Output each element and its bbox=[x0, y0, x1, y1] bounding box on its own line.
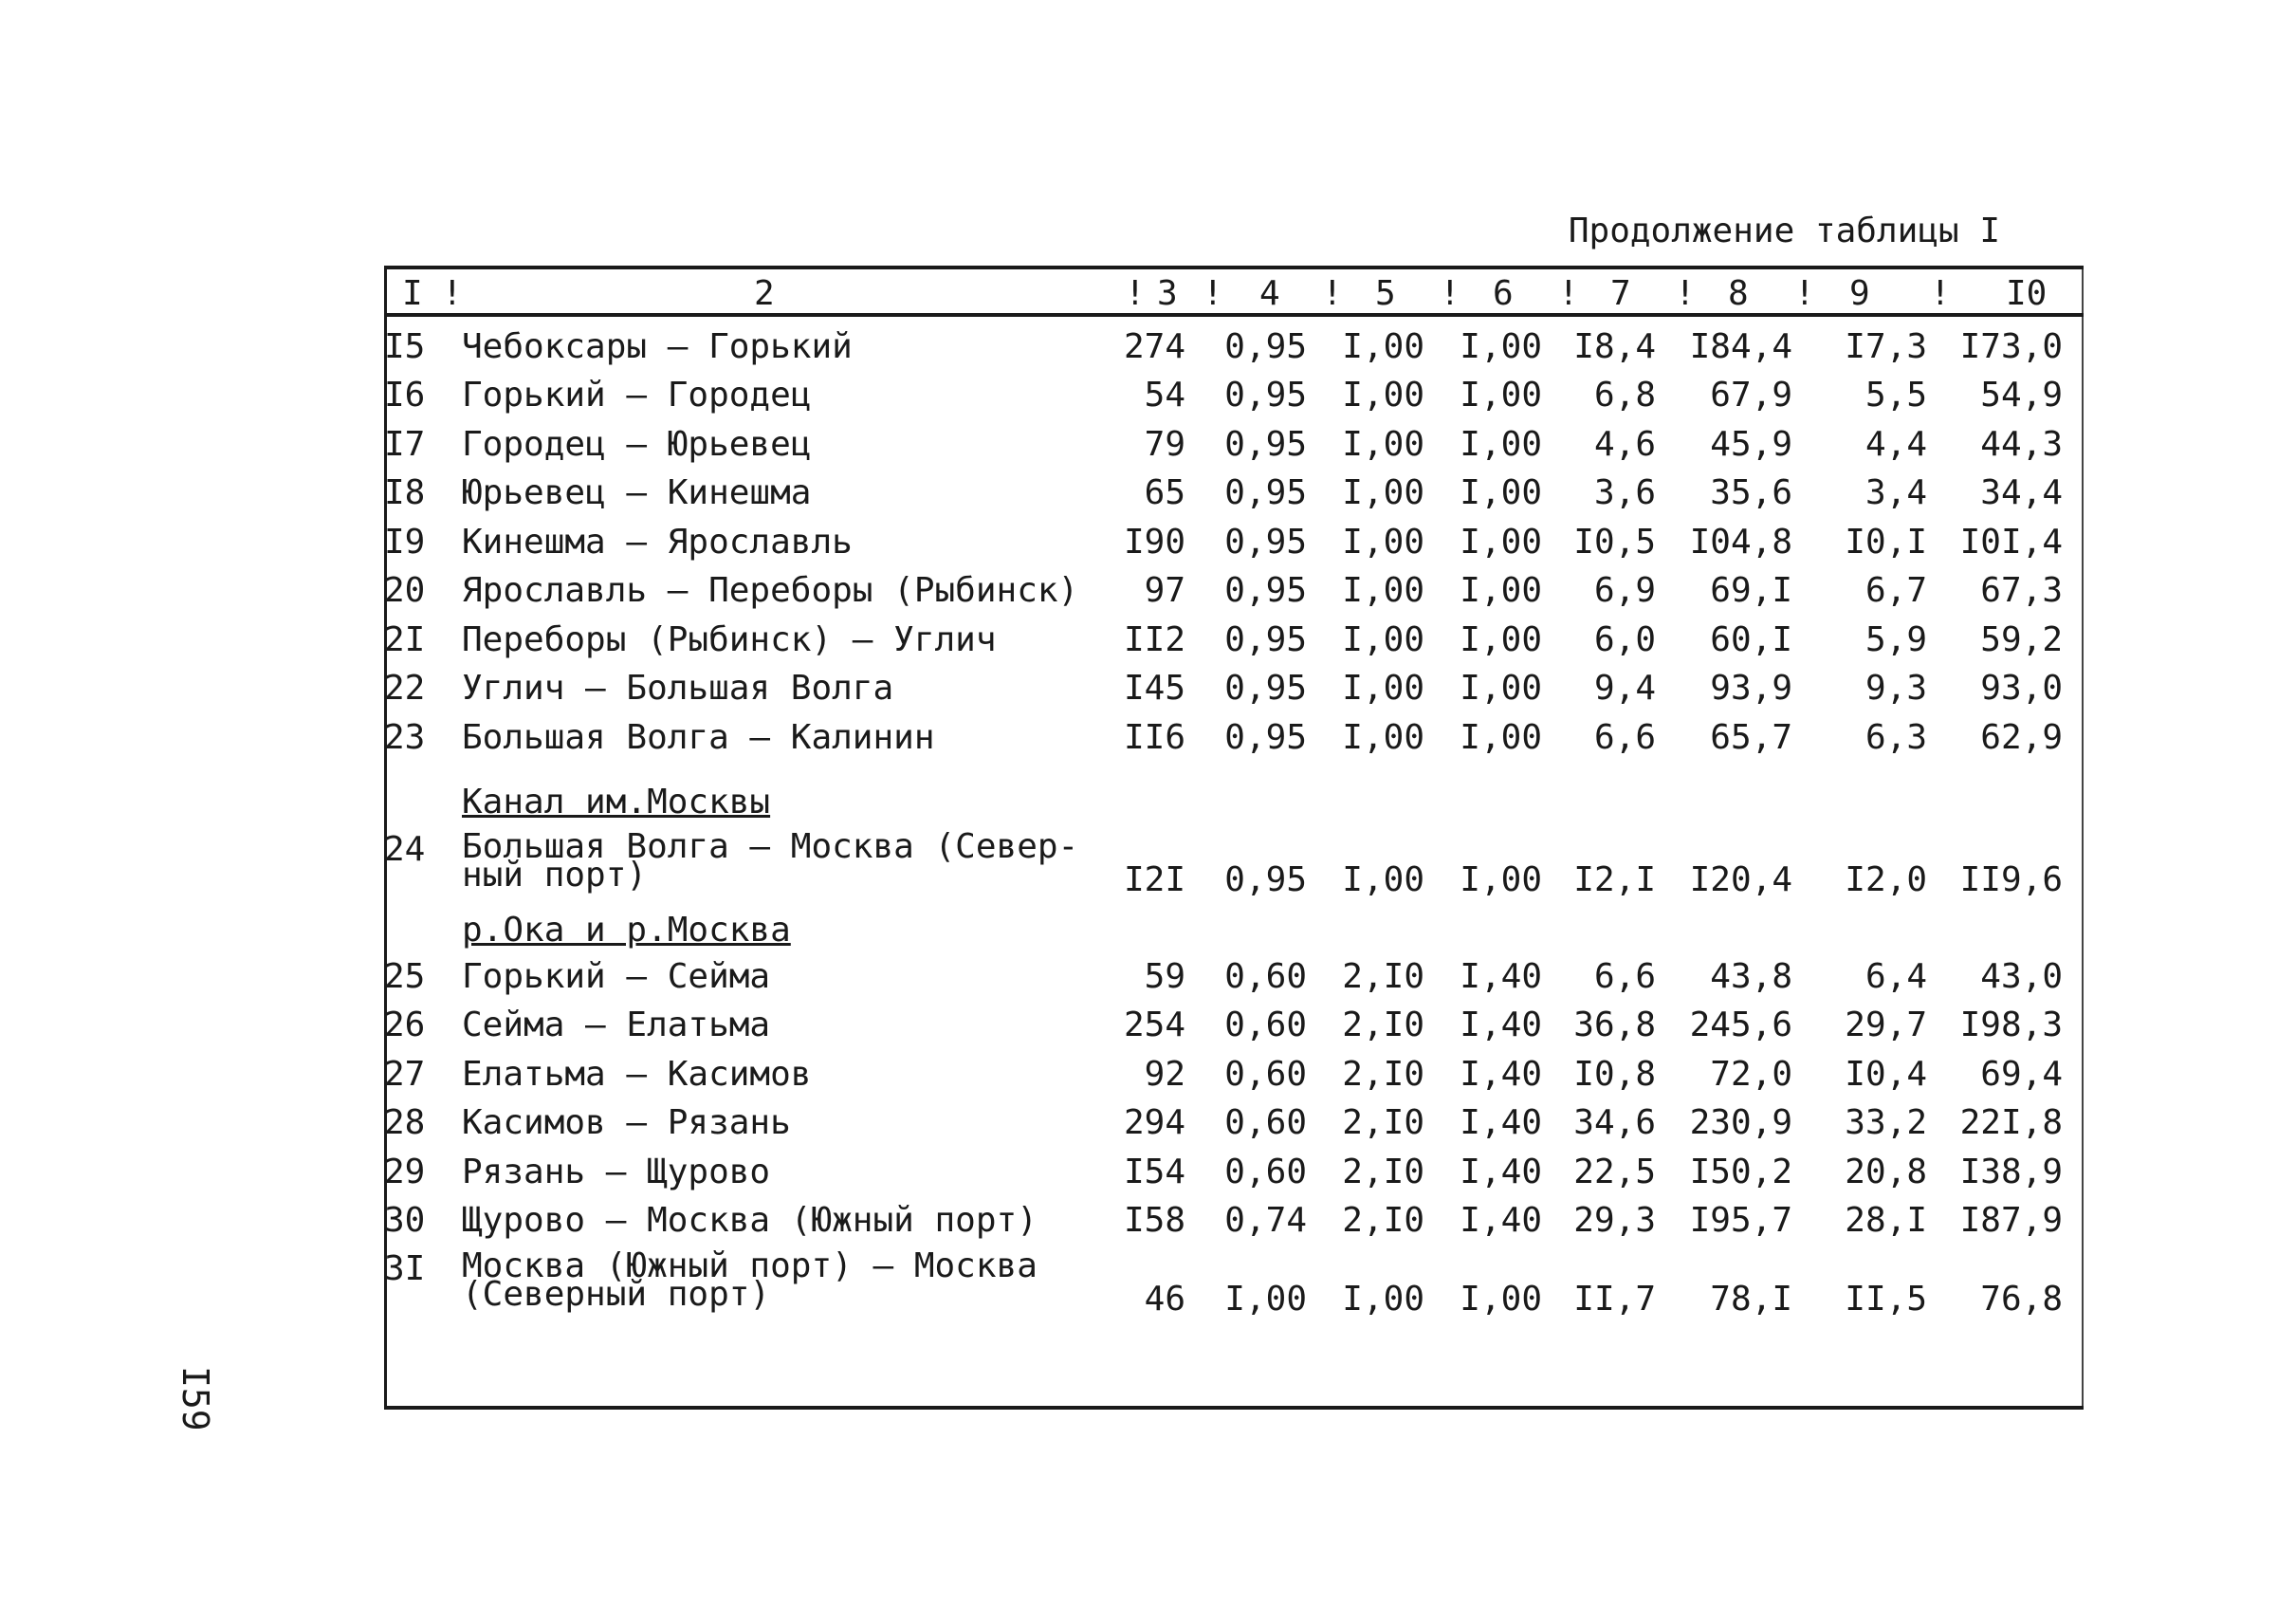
cell-col4: 0,95 bbox=[1224, 571, 1307, 610]
cell-col8: 65,7 bbox=[1710, 718, 1792, 757]
cell-col3: 274 bbox=[1123, 327, 1185, 366]
cell-col7: I0,8 bbox=[1573, 1055, 1656, 1094]
header-rule bbox=[384, 313, 2084, 317]
route-name: Щурово – Москва (Южный порт) bbox=[462, 1201, 1038, 1240]
row-number: 25 bbox=[384, 957, 426, 996]
cell-col5: I,00 bbox=[1342, 620, 1424, 659]
cell-col7: I2,I bbox=[1573, 860, 1656, 899]
cell-col3: I54 bbox=[1123, 1153, 1185, 1191]
cell-col10: 93,0 bbox=[1980, 669, 2063, 708]
cell-col9: 20,8 bbox=[1845, 1153, 1927, 1191]
cell-col7: II,7 bbox=[1573, 1280, 1656, 1319]
cell-col6: I,00 bbox=[1460, 669, 1542, 708]
cell-col7: 36,8 bbox=[1573, 1006, 1656, 1044]
cell-col5: 2,I0 bbox=[1342, 1055, 1424, 1094]
cell-col7: 6,6 bbox=[1593, 957, 1656, 996]
cell-col7: 6,6 bbox=[1593, 718, 1656, 757]
column-header-8: 8 bbox=[1728, 274, 1749, 313]
cell-col7: I0,5 bbox=[1573, 523, 1656, 562]
cell-col9: I0,I bbox=[1845, 523, 1927, 562]
header-separator: ! bbox=[1930, 274, 1951, 313]
cell-col5: I,00 bbox=[1342, 523, 1424, 562]
route-name: Ярославль – Переборы (Рыбинск) bbox=[462, 571, 1079, 610]
cell-col9: II,5 bbox=[1845, 1280, 1927, 1319]
cell-col7: 6,0 bbox=[1593, 620, 1656, 659]
route-name: Кинешма – Ярославль bbox=[462, 523, 853, 562]
cell-col6: I,40 bbox=[1460, 1153, 1542, 1191]
cell-col8: 43,8 bbox=[1710, 957, 1792, 996]
column-header-6: 6 bbox=[1493, 274, 1514, 313]
row-number: I6 bbox=[384, 376, 426, 415]
row-number: I8 bbox=[384, 473, 426, 512]
cell-col6: I,00 bbox=[1460, 571, 1542, 610]
cell-col7: 3,6 bbox=[1593, 473, 1656, 512]
top-rule bbox=[384, 266, 2084, 269]
cell-col3: I2I bbox=[1123, 860, 1185, 899]
cell-col9: 29,7 bbox=[1845, 1006, 1927, 1044]
cell-col9: I7,3 bbox=[1845, 327, 1927, 366]
cell-col8: 78,I bbox=[1710, 1280, 1792, 1319]
cell-col9: 28,I bbox=[1845, 1201, 1927, 1240]
cell-col6: I,40 bbox=[1460, 1103, 1542, 1142]
column-header-1: I bbox=[402, 274, 423, 313]
cell-col4: 0,60 bbox=[1224, 1006, 1307, 1044]
route-name: Большая Волга – Калинин bbox=[462, 718, 935, 757]
row-number: 30 bbox=[384, 1201, 426, 1240]
row-number: I5 bbox=[384, 327, 426, 366]
row-number: 26 bbox=[384, 1006, 426, 1044]
cell-col7: 6,9 bbox=[1593, 571, 1656, 610]
cell-col6: I,00 bbox=[1460, 1280, 1542, 1319]
cell-col4: 0,95 bbox=[1224, 669, 1307, 708]
cell-col3: I90 bbox=[1123, 523, 1185, 562]
cell-col7: 29,3 bbox=[1573, 1201, 1656, 1240]
route-name: Касимов – Рязань bbox=[462, 1103, 791, 1142]
cell-col6: I,00 bbox=[1460, 376, 1542, 415]
cell-col9: 9,3 bbox=[1864, 669, 1927, 708]
cell-col3: 97 bbox=[1144, 571, 1185, 610]
section-heading-oka: р.Ока и р.Москва bbox=[462, 911, 791, 950]
row-number: 23 bbox=[384, 718, 426, 757]
cell-col8: 60,I bbox=[1710, 620, 1792, 659]
cell-col7: 6,8 bbox=[1593, 376, 1656, 415]
cell-col10: I87,9 bbox=[1959, 1201, 2063, 1240]
table-caption: Продолжение таблицы I bbox=[1568, 212, 2000, 250]
cell-col5: I,00 bbox=[1342, 571, 1424, 610]
cell-col3: II6 bbox=[1123, 718, 1185, 757]
cell-col9: 4,4 bbox=[1864, 425, 1927, 464]
row-number: I7 bbox=[384, 425, 426, 464]
cell-col5: 2,I0 bbox=[1342, 957, 1424, 996]
cell-col8: 35,6 bbox=[1710, 473, 1792, 512]
row-number: 2I bbox=[384, 620, 426, 659]
cell-col10: I98,3 bbox=[1959, 1006, 2063, 1044]
cell-col3: 92 bbox=[1144, 1055, 1185, 1094]
cell-col8: 245,6 bbox=[1689, 1006, 1792, 1044]
cell-col9: I2,0 bbox=[1845, 860, 1927, 899]
section-heading-canal: Канал им.Москвы bbox=[462, 783, 771, 821]
cell-col10: 43,0 bbox=[1980, 957, 2063, 996]
cell-col10: 54,9 bbox=[1980, 376, 2063, 415]
cell-col6: I,00 bbox=[1460, 718, 1542, 757]
cell-col6: I,00 bbox=[1460, 327, 1542, 366]
cell-col9: 5,9 bbox=[1864, 620, 1927, 659]
header-separator: ! bbox=[1675, 274, 1696, 313]
column-header-4: 4 bbox=[1259, 274, 1280, 313]
row-number: 24 bbox=[384, 830, 426, 869]
cell-col9: 6,7 bbox=[1864, 571, 1927, 610]
cell-col4: 0,60 bbox=[1224, 1055, 1307, 1094]
cell-col4: 0,60 bbox=[1224, 1103, 1307, 1142]
route-line-1: Москва (Южный порт) – Москва bbox=[462, 1246, 1038, 1285]
cell-col3: 79 bbox=[1144, 425, 1185, 464]
header-separator: ! bbox=[442, 274, 463, 313]
cell-col8: 93,9 bbox=[1710, 669, 1792, 708]
header-separator: ! bbox=[1125, 274, 1146, 313]
cell-col5: I,00 bbox=[1342, 425, 1424, 464]
cell-col5: I,00 bbox=[1342, 473, 1424, 512]
route-name: Сейма – Елатьма bbox=[462, 1006, 771, 1044]
cell-col9: I0,4 bbox=[1845, 1055, 1927, 1094]
cell-col3: II2 bbox=[1123, 620, 1185, 659]
cell-col10: 76,8 bbox=[1980, 1280, 2063, 1319]
cell-col9: 6,4 bbox=[1864, 957, 1927, 996]
cell-col5: I,00 bbox=[1342, 376, 1424, 415]
cell-col5: 2,I0 bbox=[1342, 1006, 1424, 1044]
route-line-2: ный порт) bbox=[462, 856, 648, 895]
cell-col7: 34,6 bbox=[1573, 1103, 1656, 1142]
route-line-2: (Северный порт) bbox=[462, 1275, 771, 1314]
cell-col8: I04,8 bbox=[1689, 523, 1792, 562]
cell-col10: 22I,8 bbox=[1959, 1103, 2063, 1142]
cell-col10: 44,3 bbox=[1980, 425, 2063, 464]
cell-col10: 67,3 bbox=[1980, 571, 2063, 610]
cell-col6: I,00 bbox=[1460, 425, 1542, 464]
row-number: 27 bbox=[384, 1055, 426, 1094]
header-separator: ! bbox=[1794, 274, 1815, 313]
cell-col7: 9,4 bbox=[1593, 669, 1656, 708]
cell-col4: 0,95 bbox=[1224, 327, 1307, 366]
cell-col4: 0,60 bbox=[1224, 1153, 1307, 1191]
cell-col9: 5,5 bbox=[1864, 376, 1927, 415]
cell-col6: I,00 bbox=[1460, 620, 1542, 659]
cell-col7: I8,4 bbox=[1573, 327, 1656, 366]
cell-col10: I73,0 bbox=[1959, 327, 2063, 366]
cell-col4: 0,95 bbox=[1224, 620, 1307, 659]
cell-col4: 0,95 bbox=[1224, 860, 1307, 899]
bottom-rule bbox=[384, 1406, 2084, 1410]
cell-col9: 6,3 bbox=[1864, 718, 1927, 757]
cell-col4: 0,74 bbox=[1224, 1201, 1307, 1240]
row-number: 28 bbox=[384, 1103, 426, 1142]
cell-col10: 62,9 bbox=[1980, 718, 2063, 757]
route-name: Горький – Сейма bbox=[462, 957, 771, 996]
route-name bbox=[462, 827, 1079, 895]
cell-col3: I45 bbox=[1123, 669, 1185, 708]
cell-col3: 254 bbox=[1123, 1006, 1185, 1044]
cell-col6: I,40 bbox=[1460, 1055, 1542, 1094]
column-header-10: I0 bbox=[2006, 274, 2048, 313]
cell-col10: I38,9 bbox=[1959, 1153, 2063, 1191]
cell-col6: I,40 bbox=[1460, 957, 1542, 996]
header-separator: ! bbox=[1203, 274, 1223, 313]
cell-col8: 45,9 bbox=[1710, 425, 1792, 464]
cell-col4: 0,95 bbox=[1224, 523, 1307, 562]
cell-col5: I,00 bbox=[1342, 327, 1424, 366]
cell-col7: 22,5 bbox=[1573, 1153, 1656, 1191]
route-name: Юрьевец – Кинешма bbox=[462, 473, 812, 512]
cell-col8: I20,4 bbox=[1689, 860, 1792, 899]
cell-col5: 2,I0 bbox=[1342, 1103, 1424, 1142]
cell-col9: 33,2 bbox=[1845, 1103, 1927, 1142]
route-name: Чебоксары – Горький bbox=[462, 327, 853, 366]
row-number: 29 bbox=[384, 1153, 426, 1191]
header-separator: ! bbox=[1440, 274, 1460, 313]
cell-col8: I95,7 bbox=[1689, 1201, 1792, 1240]
cell-col10: 69,4 bbox=[1980, 1055, 2063, 1094]
row-number: 22 bbox=[384, 669, 426, 708]
header-separator: ! bbox=[1322, 274, 1343, 313]
cell-col5: 2,I0 bbox=[1342, 1153, 1424, 1191]
cell-col6: I,40 bbox=[1460, 1201, 1542, 1240]
cell-col5: I,00 bbox=[1342, 669, 1424, 708]
cell-col8: 72,0 bbox=[1710, 1055, 1792, 1094]
cell-col8: 230,9 bbox=[1689, 1103, 1792, 1142]
cell-col3: 54 bbox=[1144, 376, 1185, 415]
row-number: 20 bbox=[384, 571, 426, 610]
cell-col4: 0,95 bbox=[1224, 425, 1307, 464]
header-separator: ! bbox=[1558, 274, 1579, 313]
cell-col6: I,00 bbox=[1460, 473, 1542, 512]
column-header-3: 3 bbox=[1157, 274, 1178, 313]
route-name: Рязань – Щурово bbox=[462, 1153, 771, 1191]
cell-col4: 0,95 bbox=[1224, 473, 1307, 512]
cell-col10: 34,4 bbox=[1980, 473, 2063, 512]
cell-col9: 3,4 bbox=[1864, 473, 1927, 512]
route-name: Переборы (Рыбинск) – Углич bbox=[462, 620, 997, 659]
cell-col4: 0,95 bbox=[1224, 718, 1307, 757]
route-name bbox=[462, 1246, 1038, 1314]
cell-col8: I84,4 bbox=[1689, 327, 1792, 366]
cell-col8: 69,I bbox=[1710, 571, 1792, 610]
cell-col5: I,00 bbox=[1342, 860, 1424, 899]
cell-col3: 46 bbox=[1144, 1280, 1185, 1319]
page-number: I59 bbox=[174, 1366, 216, 1431]
cell-col4: I,00 bbox=[1224, 1280, 1307, 1319]
column-header-2: 2 bbox=[754, 274, 775, 313]
cell-col10: I0I,4 bbox=[1959, 523, 2063, 562]
row-number: 3I bbox=[384, 1249, 426, 1288]
cell-col3: 59 bbox=[1144, 957, 1185, 996]
cell-col4: 0,95 bbox=[1224, 376, 1307, 415]
cell-col3: 294 bbox=[1123, 1103, 1185, 1142]
cell-col3: 65 bbox=[1144, 473, 1185, 512]
cell-col6: I,00 bbox=[1460, 523, 1542, 562]
cell-col5: I,00 bbox=[1342, 1280, 1424, 1319]
column-header-9: 9 bbox=[1849, 274, 1870, 313]
route-line-1: Большая Волга – Москва (Север- bbox=[462, 827, 1079, 866]
cell-col8: I50,2 bbox=[1689, 1153, 1792, 1191]
cell-col5: 2,I0 bbox=[1342, 1201, 1424, 1240]
cell-col6: I,40 bbox=[1460, 1006, 1542, 1044]
cell-col10: II9,6 bbox=[1959, 860, 2063, 899]
cell-col6: I,00 bbox=[1460, 860, 1542, 899]
cell-col7: 4,6 bbox=[1593, 425, 1656, 464]
column-header-7: 7 bbox=[1610, 274, 1631, 313]
cell-col8: 67,9 bbox=[1710, 376, 1792, 415]
route-name: Углич – Большая Волга bbox=[462, 669, 894, 708]
route-name: Горький – Городец bbox=[462, 376, 812, 415]
cell-col4: 0,60 bbox=[1224, 957, 1307, 996]
row-number: I9 bbox=[384, 523, 426, 562]
route-name: Елатьма – Касимов bbox=[462, 1055, 812, 1094]
column-header-5: 5 bbox=[1375, 274, 1396, 313]
cell-col5: I,00 bbox=[1342, 718, 1424, 757]
cell-col3: I58 bbox=[1123, 1201, 1185, 1240]
cell-col10: 59,2 bbox=[1980, 620, 2063, 659]
route-name: Городец – Юрьевец bbox=[462, 425, 812, 464]
